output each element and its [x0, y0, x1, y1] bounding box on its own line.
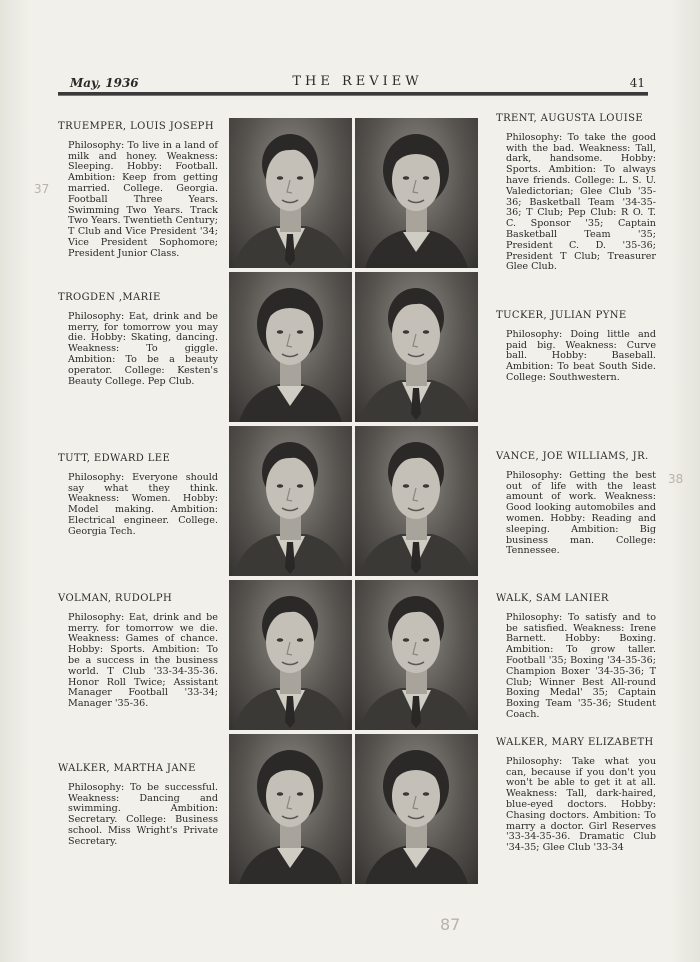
senior-entry-tucker — [496, 311, 656, 384]
student-name: TUTT, EDWARD LEE — [58, 453, 171, 464]
publication-title: THE REVIEW — [292, 74, 423, 89]
student-bio: Philosophy: Doing little and paid big. Weakness: Curve ball. Hobby: Baseball. Ambition: To beat South Side. College: Southwestern. — [506, 328, 656, 383]
student-bio: Philosophy: Everyone should say what they think. Weakness: Women. Hobby: Model making. Ambition: Electrical engineer. College. Georgia Tech. — [68, 471, 218, 537]
senior-entry-walk — [496, 594, 656, 721]
student-bio: Philosophy: To take the good with the bad. Weakness: Tall, dark, handsome. Hobby: Sports. Ambition: To always have friends. College: L. S. U. Valedictorian; Glee Club '35-36; Basketball Team '34-35-36; T Club; Pep Club: R O. T. C. Sponsor '35; Captain Basketball Team '35; President C. D. '35-36; President T Club; Treasurer Glee Club. — [506, 131, 656, 273]
student-name: TROGDEN ,MARIE — [58, 292, 161, 303]
pencil-mark: 37 — [34, 182, 50, 196]
portrait-photo-walker-martha — [229, 734, 352, 884]
senior-entry-vance — [496, 452, 656, 557]
student-bio: Philosophy: Eat, drink and be merry. for tomorrow we die. Weakness: Games of chance. Hobby: Sports. Ambition: To be a success in the business world. T Club '33-34-35-36. Honor Roll Twice; Assistant Manager Football '33-34; Manager '35-36. — [68, 611, 218, 710]
student-name: VOLMAN, RUDOLPH — [58, 593, 173, 604]
student-name: WALK, SAM LANIER — [496, 593, 609, 604]
portrait-photo-trogden — [229, 272, 352, 422]
portrait-photo-walk — [355, 580, 478, 730]
student-bio: Philosophy: Getting the best out of life with the least amount of work. Weakness: Good looking automobiles and women. Hobby: Reading and sleeping. Ambition: Big business man. College: Tennessee. — [506, 469, 656, 557]
student-bio: Philosophy: To satisfy and to be satisfied. Weakness: Irene Barnett. Hobby: Boxing. Ambition: To grow taller. Football '35; Boxing '34-35-36; Champion Boxer '34-35-36; T Club; Winner Best All-round Boxing Medal' 35; Captain Boxing Team '35-36; Student Coach. — [506, 611, 656, 720]
portrait-photo-tucker — [355, 272, 478, 422]
portrait-photo-walker-mary — [355, 734, 478, 884]
student-bio: Philosophy: To be successful. Weakness: Dancing and swimming. Ambition: Secretary. College: Business school. Miss Wright's Private Secretary. — [68, 781, 218, 847]
student-name: TRUEMPER, LOUIS JOSEPH — [58, 121, 214, 132]
header-date: May, 1936 — [70, 76, 139, 90]
student-bio: Philosophy: To live in a land of milk and honey. Weakness: Sleeping. Hobby: Football. Ambition: Keep from getting married. College. Georgia. Football Three Years. Swimming Two Years. Track Two Years. Twentieth Century; T Club and Vice President '34; Vice President Sophomore; President Junior Class. — [68, 139, 218, 259]
portrait-photo-tutt — [229, 426, 352, 576]
senior-entry-trogden — [58, 293, 218, 387]
student-name: WALKER, MARY ELIZABETH — [496, 737, 654, 748]
student-name: TUCKER, JULIAN PYNE — [496, 310, 627, 321]
senior-entry-trent — [496, 114, 656, 273]
pencil-mark: 87 — [440, 915, 461, 934]
senior-entry-volman — [58, 594, 218, 710]
student-bio: Philosophy: Take what you can, because if you don't you won't be able to get it at all. Weakness: Tall, dark-haired, blue-eyed doctors. Hobby: Chasing doctors. Ambition: To marry a doctor. Girl Reserves '33-34-35-36. Dramatic Club '34-35; Glee Club '33-34 — [506, 755, 656, 854]
portrait-photo-truemper — [229, 118, 352, 268]
portrait-photo-volman — [229, 580, 352, 730]
senior-entry-walker-mary — [496, 738, 656, 854]
student-name: TRENT, AUGUSTA LOUISE — [496, 113, 644, 124]
senior-entry-walker-martha — [58, 764, 218, 848]
page-number: 41 — [629, 76, 645, 90]
portrait-photo-trent — [355, 118, 478, 268]
student-name: WALKER, MARTHA JANE — [58, 763, 196, 774]
senior-entry-tutt — [58, 454, 218, 538]
senior-entry-truemper — [58, 122, 218, 260]
student-name: VANCE, JOE WILLIAMS, JR. — [496, 451, 649, 462]
portrait-photo-vance — [355, 426, 478, 576]
header-rule — [58, 92, 648, 96]
student-bio: Philosophy: Eat, drink and be merry, for tomorrow you may die. Hobby: Skating, dancing. Weakness: To giggle. Ambition: To be a beauty operator. College: Kesten's Beauty College. Pep Club. — [68, 310, 218, 387]
pencil-mark: 38 — [668, 472, 684, 486]
